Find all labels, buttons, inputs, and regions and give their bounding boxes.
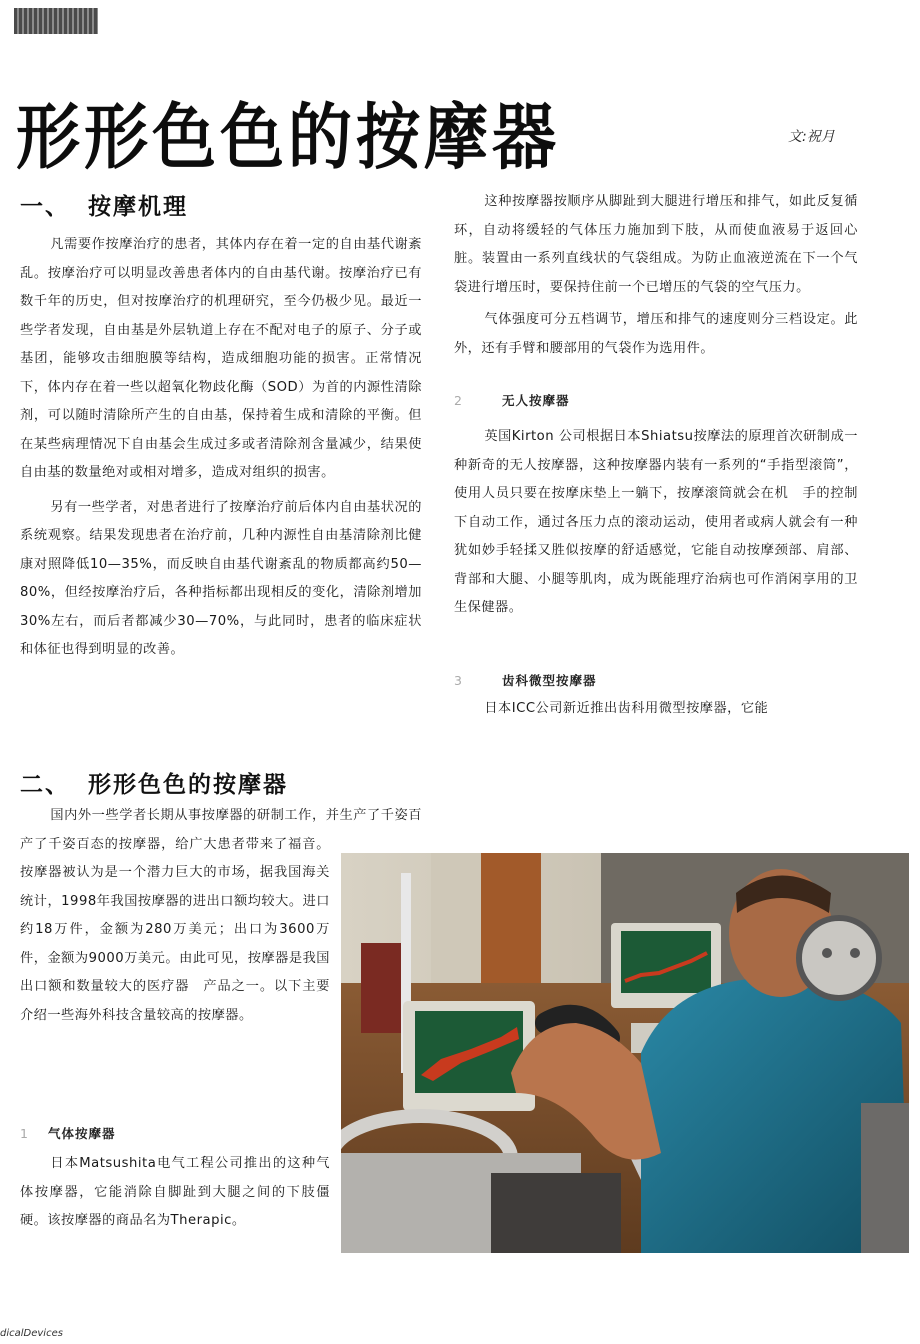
subsection-2-bullet: 2 xyxy=(454,393,463,408)
gas-massager-continued-paragraph: 这种按摩器按顺序从脚趾到大腿进行增压和排气，如此反复循环，自动将缓轻的气体压力施加到下肢，从而使血液易于返回心脏。装置由一系列直线状的气袋组成。为防止血液逆流在下一个气袋进行增压时，要保持住前一个已增压的气袋的空气压力。 xyxy=(454,194,858,295)
unmanned-massager-paragraph: 英国Kirton 公司根据日本Shiatsu按摩法的原理首次研制成一种新奇的无人按摩器，这种按摩器内装有一系列的“手指型滚筒”，使用人员只要在按摩床垫上一躺下，按摩滚筒就会在机 手的控制下自动工作，通过各压力点的滚动运动，使用者或病人就会有一种犹如妙手轻揉又胜似按摩的舒适感觉，它能自动按摩颈部、肩部、背部和大腿、小腿等肌肉，成为既能理疗治病也可作消闲享用的卫生保健器。 xyxy=(454,429,858,615)
section-1-number: 一、 xyxy=(20,194,70,220)
section-2-paragraph-1-text: 国内外一些学者长期从事按摩器的研制工作，并生产了千姿百 xyxy=(50,808,422,823)
gas-massager-settings-paragraph: 气体强度可分五档调节，增压和排气的速度则分三档设定。此外，还有手臂和腰部用的气袋作为选用件。 xyxy=(454,312,858,356)
wooden-door xyxy=(481,853,541,993)
headrest-bolt xyxy=(822,948,832,958)
subsection-3-title: 齿科微型按摩器 xyxy=(502,672,597,688)
headrest-pad xyxy=(799,918,879,998)
right-column xyxy=(454,188,858,723)
section-2-intro-wide xyxy=(20,802,422,830)
subsection-3-heading xyxy=(454,671,858,689)
section-2-intro-narrow xyxy=(20,830,330,1080)
chair-back xyxy=(861,1103,909,1253)
subsection-2-title: 无人按摩器 xyxy=(502,393,570,408)
left-column xyxy=(20,188,422,665)
dental-massager-paragraph: 日本ICC公司新近推出齿科用微型按摩器，它能 xyxy=(484,700,769,716)
author-byline: 文:祝月 xyxy=(788,129,835,145)
section-1-paragraph-1: 凡需要作按摩治疗的患者，其体内存在着一定的自由基代谢紊乱。按摩治疗可以明显改善患者体内的自由基代谢。按摩治疗已有数千年的历史，但对按摩治疗的机理研究，至今仍极少见。最近一些学者发现，自由基是外层轨道上存在不配对电子的原子、分子或基团，能够攻击细胞膜等结构，造成细胞功能的损害。正常情况下，体内存在着一些以超氧化物歧化酶（SOD）为首的内源性清除剂，可以随时清除所产生的自由基，保持着生成和清除的平衡。但在某些病理情况下自由基会生成过多或者清除剂含量减少，结果使自由基的数量绝对或相对增多，造成对组织的损害。 xyxy=(20,237,422,480)
machine-pedal xyxy=(491,1173,621,1253)
section-2-paragraph-1-rest xyxy=(20,830,330,1030)
gas-massager-paragraph: 日本Matsushita电气工程公司推出的这种气体按摩器，它能消除自脚趾到大腿之间的下肢僵硬。该按摩器的商品名为Therapic。 xyxy=(20,1156,330,1228)
column-tag-logo xyxy=(14,8,98,34)
subsection-1-title: 气体按摩器 xyxy=(48,1126,116,1141)
section-2-number: 二、 xyxy=(20,772,70,798)
footer-running-title: dicalDevices xyxy=(0,1328,63,1339)
article-title: 形形色色的按摩器 xyxy=(16,96,560,180)
subsection-3-bullet: 3 xyxy=(454,672,463,688)
section-2-paragraph-1-line-1 xyxy=(20,802,422,830)
red-chair xyxy=(361,943,401,1033)
section-2-title: 形形色色的按摩器 xyxy=(88,772,288,798)
section-2-paragraph-1-rest-text: 产了千姿百态的按摩器，给广大患者带来了福音。按摩器被认为是一个潜力巨大的市场，据我国海关统计，1998年我国按摩器的进出口额均较大。进口约18万件，金额为280万美元；出口为3600万件，金额为9000万美元。由此可见，按摩器是我国出口额和数量较大的医疗器 产品之一。以下主要介绍一些海外科技含量较高的按摩器。 xyxy=(20,836,330,1023)
section-2-header xyxy=(20,766,422,799)
section-1-heading xyxy=(20,188,422,221)
rear-monitor-screen xyxy=(621,931,711,993)
section-1-title: 按摩机理 xyxy=(88,194,188,220)
subsection-1-block xyxy=(20,1124,330,1236)
section-2-heading xyxy=(20,766,422,799)
headrest-bolt-2 xyxy=(850,948,860,958)
subsection-1-heading xyxy=(20,1124,330,1142)
subsection-1-bullet: 1 xyxy=(20,1126,29,1141)
photo-illustration xyxy=(341,853,909,1253)
subsection-2-heading xyxy=(454,391,858,409)
section-1-paragraph-2: 另有一些学者，对患者进行了按摩治疗前后体内自由基状况的系统观察。结果发现患者在治疗前，几种内源性自由基清除剂比健康对照降低10—35%，而反映自由基代谢紊乱的物质都高约50—80%，但经按摩治疗后，各种指标都出现相反的变化，清除剂增加30%左右，而后者都减少30—70%，与此同时，患者的临床症状和体征也得到明显的改善。 xyxy=(20,499,422,657)
photo-patient-using-equipment xyxy=(341,853,909,1253)
